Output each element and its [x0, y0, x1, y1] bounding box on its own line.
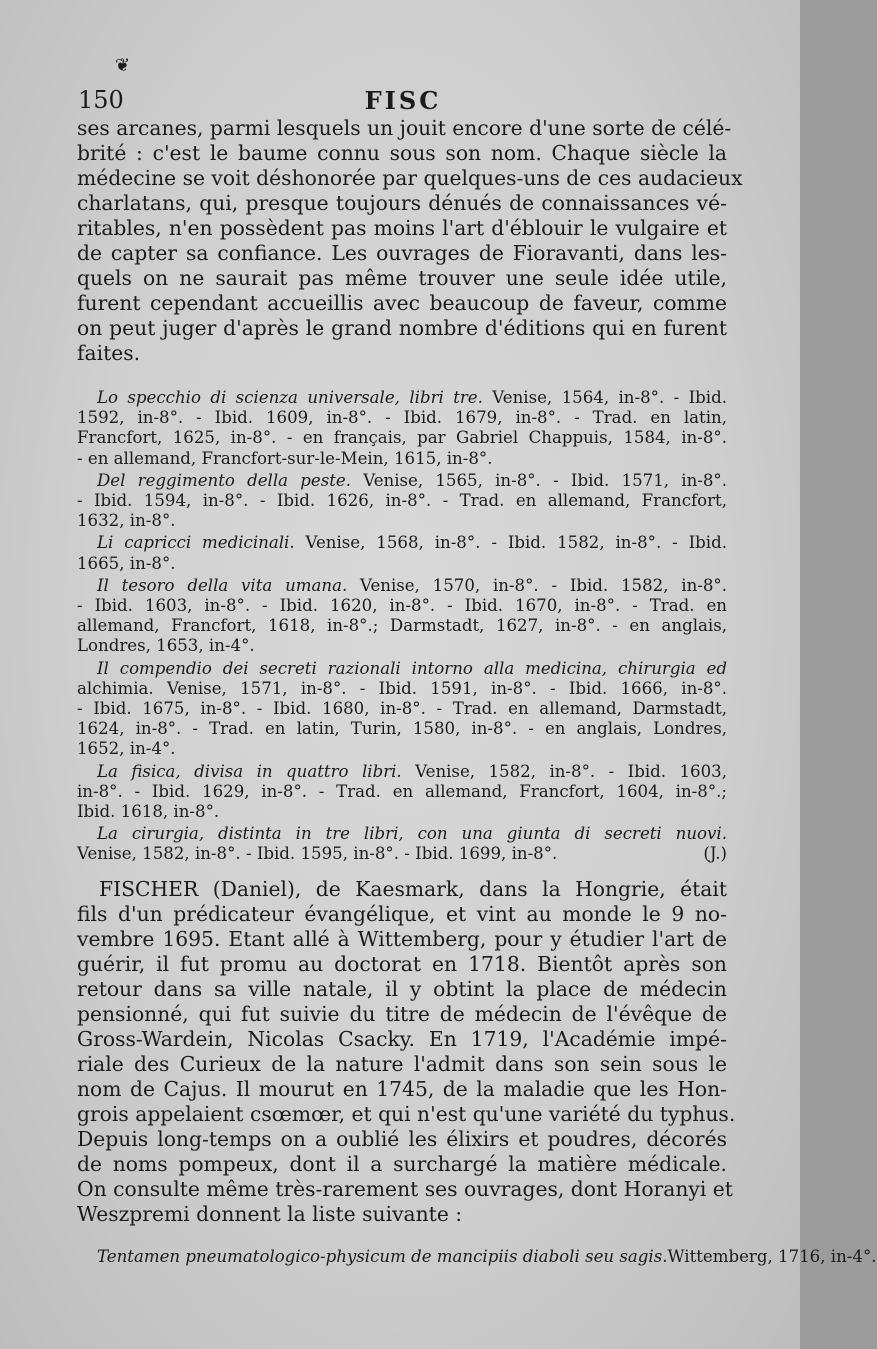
entry-line	[77, 659, 727, 679]
entry-line	[77, 471, 727, 491]
entry-line	[77, 491, 727, 511]
text-line: riale des Curieux de la nature l'admit dans son sein sous le	[77, 1051, 727, 1076]
bibliography-entry	[77, 576, 727, 657]
entry-text: Venise, 1565, in-8°. - Ibid. 1571, in-8°.	[351, 470, 727, 490]
text-line: Weszpremi donnent la liste suivante :	[77, 1201, 463, 1226]
entry-line	[77, 762, 727, 782]
text-line: nom de Cajus. Il mourut en 1745, de la maladie que les Hon-	[77, 1076, 727, 1101]
text-line: on peut juger d'après le grand nombre d'éditions qui en furent	[77, 316, 727, 340]
entry-text: Venise, 1570, in-8°. - Ibid. 1582, in-8°.	[347, 575, 727, 595]
text-line: ritables, n'en possèdent pas moins l'art d'éblouir le vulgaire et	[77, 216, 727, 240]
page-number: 150	[78, 86, 124, 114]
text-line: retour dans sa ville natale, il y obtint la place de médecin	[77, 976, 727, 1001]
work-title: Il compendio dei secreti razionali intorno alla medicina, chirurgia ed	[97, 658, 727, 678]
text-line: charlatans, qui, presque toujours dénués de connaissances vé-	[77, 191, 727, 215]
entry-line	[77, 824, 727, 844]
entry-text: - Ibid. 1675, in-8°. - Ibid. 1680, in-8°. - Trad. en allemand, Darmstadt,	[77, 699, 727, 719]
entry-text: alchimia. Venise, 1571, in-8°. - Ibid. 1591, in-8°. - Ibid. 1666, in-8°.	[77, 678, 727, 698]
text-line: ses arcanes, parmi lesquels un jouit encore d'une sorte de célé-	[77, 116, 732, 140]
paragraph-fioravanti	[77, 116, 743, 366]
entry-text: - Ibid. 1603, in-8°. - Ibid. 1620, in-8°. - Ibid. 1670, in-8°. - Trad. en	[77, 596, 727, 616]
text-line: de noms pompeux, dont il a surchargé la matière médicale.	[77, 1151, 727, 1176]
bibliography-entry	[77, 388, 727, 469]
work-title: Lo specchio di scienza universale, libri tre.	[97, 388, 483, 407]
entry-line	[77, 679, 727, 699]
entry-line	[77, 844, 727, 864]
bibliography-entry	[77, 824, 727, 864]
text-line: grois appelaient csœmœr, et qui n'est qu'une variété du typhus.	[77, 1101, 736, 1126]
bibliography-fischer	[77, 1246, 877, 1267]
entry-line	[77, 699, 727, 719]
running-title: FISC	[364, 86, 442, 115]
entry-line	[77, 782, 727, 802]
entry-text: Ibid. 1618, in-8°.	[77, 802, 220, 822]
page-body	[77, 116, 877, 1269]
work-title: La cirurgia, distinta in tre libri, con una giunta di secreti nuovi.	[97, 824, 727, 844]
entry-text: 1632, in-8°.	[77, 511, 176, 531]
text-line: vembre 1695. Etant allé à Wittemberg, pour y étudier l'art de	[77, 926, 727, 951]
entry-text: 1652, in-4°.	[77, 739, 176, 759]
work-title: Del reggimento della peste.	[97, 470, 352, 490]
entry-line	[77, 616, 727, 636]
text-line: Depuis long-temps on a oublié les élixirs et poudres, décorés	[77, 1126, 727, 1151]
entry-text: Wittemberg, 1716, in-4°.	[667, 1246, 877, 1266]
page-header	[78, 86, 728, 118]
bibliography-entry	[77, 471, 727, 532]
text-line: Gross-Wardein, Nicolas Csacky. En 1719, l'Académie impé-	[77, 1026, 727, 1051]
entry-text: 1665, in-8°.	[77, 553, 176, 573]
text-line: médecine se voit déshonorée par quelques-uns de ces audacieux	[77, 166, 743, 190]
text-line: fils d'un prédicateur évangélique, et vint au monde le 9 no-	[77, 901, 727, 926]
bibliography-fioravanti	[77, 388, 727, 865]
entry-text: 1624, in-8°. - Trad. en latin, Turin, 1580, in-8°. - en anglais, Londres,	[77, 719, 727, 739]
entry-line	[77, 408, 727, 428]
bibliography-entry	[77, 659, 727, 760]
text-line: On consulte même très-rarement ses ouvrages, dont Horanyi et	[77, 1176, 733, 1201]
entry-line	[77, 449, 727, 469]
entry-line	[77, 719, 727, 739]
entry-line	[77, 576, 727, 596]
bibliography-entry	[77, 533, 727, 573]
entry-line	[77, 533, 727, 553]
ornament-mark: ❦	[115, 55, 131, 76]
entry-text: - en allemand, Francfort-sur-le-Mein, 1615, in-8°.	[77, 448, 493, 468]
text-line: guérir, il fut promu au doctorat en 1718. Bientôt après son	[77, 951, 727, 976]
entry-text: allemand, Francfort, 1618, in-8°.; Darmstadt, 1627, in-8°. - en anglais,	[77, 616, 727, 636]
entry-text: Venise, 1564, in-8°. - Ibid.	[482, 388, 727, 407]
text-line: de capter sa confiance. Les ouvrages de Fioravanti, dans les-	[77, 241, 727, 265]
text-line: furent cependant accueillis avec beaucoup de faveur, comme	[77, 291, 727, 315]
entry-text: in-8°. - Ibid. 1629, in-8°. - Trad. en allemand, Francfort, 1604, in-8°.;	[77, 781, 727, 801]
work-title: Tentamen pneumatologico-physicum de mancipiis diaboli seu sagis.	[97, 1246, 668, 1266]
entry-text: - Ibid. 1594, in-8°. - Ibid. 1626, in-8°. - Trad. en allemand, Francfort,	[77, 491, 727, 511]
entry-line	[77, 428, 727, 448]
work-title: Il tesoro della vita umana.	[97, 575, 348, 595]
text-line: faites.	[77, 341, 141, 365]
entry-line	[77, 802, 727, 822]
entry-text: Venise, 1582, in-8°. - Ibid. 1595, in-8°. - Ibid. 1699, in-8°.	[77, 844, 558, 864]
entry-line	[77, 636, 727, 656]
entry-text: 1592, in-8°. - Ibid. 1609, in-8°. - Ibid. 1679, in-8°. - Trad. en latin,	[77, 408, 727, 428]
entry-text: Venise, 1582, in-8°. - Ibid. 1603,	[401, 761, 727, 781]
text-line: pensionné, qui fut suivie du titre de médecin de l'évêque de	[77, 1001, 727, 1026]
entry-line	[77, 554, 727, 574]
entry-line	[77, 1246, 877, 1267]
entry-text: Francfort, 1625, in-8°. - en français, par Gabriel Chappuis, 1584, in-8°.	[77, 428, 727, 448]
entry-text: Venise, 1568, in-8°. - Ibid. 1582, in-8°. - Ibid.	[294, 533, 728, 553]
paragraph-fischer-biography	[77, 876, 736, 1227]
author-signature: (J.)	[703, 844, 727, 864]
entry-line	[77, 739, 727, 759]
entry-line	[77, 596, 727, 616]
text-line: FISCHER (Daniel), de Kaesmark, dans la Hongrie, était	[99, 876, 727, 901]
entry-text: Londres, 1653, in-4°.	[77, 636, 255, 656]
work-title: La fisica, divisa in quattro libri.	[97, 761, 402, 781]
bibliography-entry	[77, 1246, 877, 1267]
entry-line	[77, 511, 727, 531]
text-line: quels on ne saurait pas même trouver une seule idée utile,	[77, 266, 727, 290]
work-title: Li capricci medicinali.	[97, 533, 295, 553]
text-line: brité : c'est le baume connu sous son nom. Chaque siècle la	[77, 141, 727, 165]
bibliography-entry	[77, 762, 727, 823]
entry-line	[77, 388, 727, 408]
